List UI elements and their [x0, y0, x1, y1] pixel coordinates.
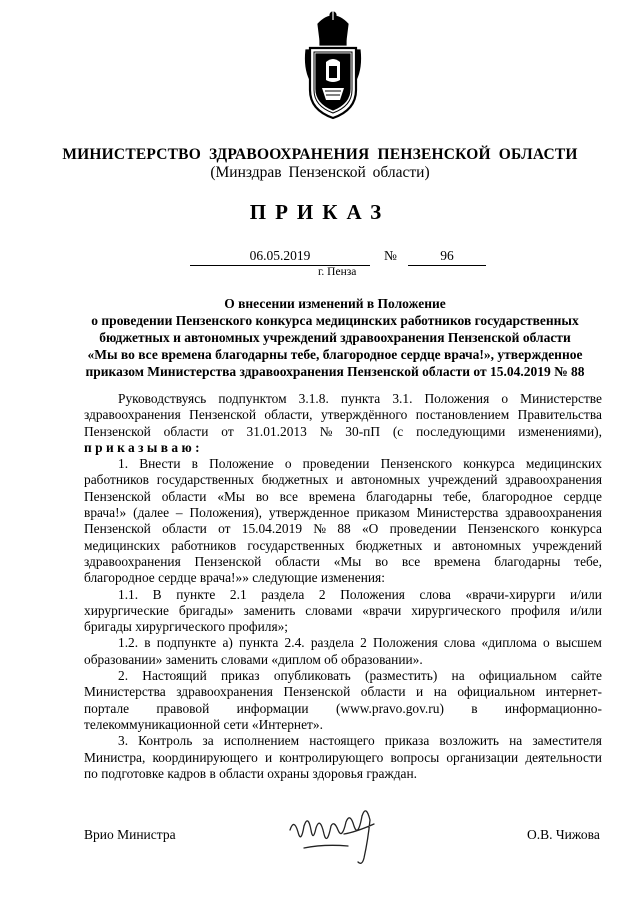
word: 1.: [118, 456, 129, 472]
word: о: [501, 391, 509, 406]
body-line: [84, 424, 602, 440]
word: возложить: [439, 733, 500, 749]
order-body: [84, 391, 602, 782]
word: В: [152, 586, 162, 602]
word: «Мы: [217, 488, 245, 504]
subject-line: приказом Министерства здравоохранения Пензенской области от 15.04.2019 № 88: [85, 364, 585, 379]
word: Положения: [340, 586, 405, 602]
body-line: [84, 489, 602, 505]
word: пункта: [239, 635, 279, 651]
word: словами: [305, 602, 353, 618]
word: врача!»: [84, 505, 127, 521]
word: Руководствуясь: [118, 391, 207, 406]
word: контролирующего: [279, 749, 384, 765]
word: 88: [337, 521, 351, 537]
body-line: [84, 684, 602, 700]
word: Пензенской: [84, 488, 151, 504]
word: области: [163, 423, 209, 439]
word: в: [191, 456, 198, 472]
body-line: [84, 554, 602, 570]
word: Положения: [372, 635, 438, 651]
word: Положения: [424, 391, 490, 406]
word: здравоохранения: [84, 407, 181, 423]
order-date: 06.05.2019: [190, 247, 370, 266]
word: постановлением: [415, 407, 510, 423]
word: и/или: [570, 602, 602, 618]
word: времена: [433, 553, 481, 569]
body-line: [84, 391, 602, 407]
word: о: [284, 456, 292, 472]
subject-line: о проведении Пензенского конкурса медицинских работников государственных: [91, 313, 579, 328]
word: бюджетных: [261, 472, 329, 488]
word: области: [162, 521, 207, 537]
word: здравоохранения: [505, 505, 602, 521]
word: от: [221, 423, 234, 439]
word: приказ: [221, 668, 260, 684]
body-line: [84, 587, 602, 603]
word: Пензенской: [84, 521, 151, 537]
word: 2.: [118, 668, 129, 684]
city-label: г. Пенза: [318, 266, 357, 278]
word: учреждений: [427, 472, 498, 488]
word: –: [175, 505, 183, 521]
word: здравоохранения: [176, 684, 273, 700]
word: во: [255, 488, 269, 504]
word: здравоохранения: [84, 553, 181, 569]
document-type-title: ПРИКАЗ: [249, 200, 391, 224]
body-line: [84, 733, 602, 749]
word: работников: [84, 472, 149, 488]
body-line: образовании» заменить словами «диплом об образовании».: [84, 651, 423, 667]
body-line: [84, 521, 602, 537]
handwritten-signature: [284, 800, 394, 872]
signatory-name: О.В. Чижова: [527, 827, 600, 842]
word: о: [543, 635, 550, 651]
word: и: [433, 537, 441, 553]
word: учреждений: [532, 537, 602, 553]
word: Контроль: [138, 733, 193, 749]
word: утвержденное: [268, 505, 350, 521]
word: и: [264, 749, 273, 765]
word: изменениями),: [518, 423, 602, 439]
subject-line: бюджетных и автономных учреждений здравоохранения Пензенской области: [99, 330, 571, 345]
word: работников: [171, 537, 237, 553]
word: вопросы: [390, 749, 440, 765]
word: информационно-: [504, 700, 602, 716]
order-number: 96: [408, 247, 486, 266]
word: деятельности: [525, 749, 602, 765]
word: в: [471, 700, 478, 716]
word: Пензенского: [467, 521, 540, 537]
word: настоящего: [309, 733, 375, 749]
body-line: [84, 603, 602, 619]
word: Министра,: [84, 749, 146, 765]
body-line: [84, 750, 602, 766]
word: исполнением: [223, 733, 300, 749]
word: на: [509, 733, 523, 749]
word: 2: [360, 635, 367, 651]
word: на: [451, 668, 465, 684]
word: Пензенской: [283, 684, 351, 700]
word: правовой: [156, 700, 210, 716]
word: «Мы: [333, 553, 362, 569]
word: государственных: [156, 472, 254, 488]
body-line: [84, 635, 602, 651]
word: Пензенской: [84, 423, 151, 439]
word: бригады»: [178, 602, 234, 618]
word: 2: [318, 586, 326, 602]
word: государственных: [247, 537, 345, 553]
word: благодарны: [366, 488, 433, 504]
word: координирующего: [152, 749, 258, 765]
order-directive: приказываю:: [84, 439, 203, 455]
word: №: [319, 423, 333, 439]
word: проведении: [302, 456, 370, 472]
word: 31.01.2013: [246, 423, 307, 439]
word: благодарны: [494, 553, 561, 569]
word: Настоящий: [142, 668, 207, 684]
word: конкурса: [463, 456, 515, 472]
subject-line: «Мы во все времена благодарны тебе, благородное сердце врача!», утвержденное: [87, 347, 583, 362]
word: информации: [236, 700, 309, 716]
word: области: [360, 684, 406, 700]
coat-of-arms-icon: [296, 10, 370, 122]
word: 30-пП: [345, 423, 380, 439]
word: приказом: [356, 505, 410, 521]
word: сайте: [570, 668, 602, 684]
word: Внести: [139, 456, 181, 472]
word: медицинских: [525, 456, 602, 472]
word: Положения),: [189, 505, 263, 521]
word: 2.1: [229, 586, 247, 602]
word: (разместить): [364, 668, 438, 684]
word: 3.1.8.: [298, 391, 329, 406]
word: заместителя: [532, 733, 602, 749]
signatory-position: Врио Министра: [84, 827, 176, 842]
word: автономных: [451, 537, 522, 553]
word: утверждённого: [320, 407, 408, 423]
word: благородное: [481, 488, 553, 504]
body-line: [84, 505, 602, 521]
body-line: по подготовке кадров в области охраны здоровья граждан.: [84, 765, 417, 781]
word: раздела: [261, 586, 305, 602]
word: конкурса: [550, 521, 602, 537]
word: хирургические: [84, 602, 169, 618]
word: тебе,: [443, 488, 471, 504]
word: профиля: [510, 602, 561, 618]
word: (www.pravo.gov.ru): [335, 700, 444, 716]
word: 2.4.: [284, 635, 305, 651]
word: (с: [392, 423, 404, 439]
word: хирургического: [411, 602, 501, 618]
organization-short-name: (Минздрав Пензенской области): [210, 164, 430, 181]
word: «диплома: [481, 635, 537, 651]
word: слова: [443, 635, 476, 651]
word: Положение: [209, 456, 274, 472]
word: тебе,: [574, 553, 602, 569]
word: раздела: [310, 635, 354, 651]
word: Министерства: [84, 684, 166, 700]
word: Пензенской: [194, 553, 262, 569]
word: 3.: [118, 733, 129, 749]
word: «врачи: [362, 602, 402, 618]
word: а): [222, 635, 233, 651]
word: подпункте: [156, 635, 217, 651]
body-line: [84, 472, 602, 488]
word: на: [433, 684, 447, 700]
body-line: [84, 701, 602, 717]
word: официальном: [457, 684, 536, 700]
body-line: телекоммуникационной сети «Интернет».: [84, 716, 323, 732]
word: организации: [446, 749, 519, 765]
word: медицинских: [84, 537, 161, 553]
word: все: [279, 488, 298, 504]
word: в: [144, 635, 151, 651]
word: опубликовать: [273, 668, 351, 684]
body-line: [84, 538, 602, 554]
word: области,: [264, 407, 313, 423]
word: приказа: [384, 733, 430, 749]
word: (далее: [133, 505, 170, 521]
body-line: бригады хирургического профиля»;: [84, 619, 289, 635]
subject-line: О внесении изменений в Положение: [224, 296, 446, 311]
word: Министерства: [416, 505, 499, 521]
word: сердце: [563, 488, 602, 504]
word: Министерстве: [520, 391, 602, 406]
body-line: [84, 407, 602, 423]
word: проведении: [389, 521, 457, 537]
word: пункте: [176, 586, 216, 602]
word: интернет-: [545, 684, 602, 700]
body-line: [84, 668, 602, 684]
word: Правительства: [517, 407, 602, 423]
word: 1.2.: [118, 635, 139, 651]
word: и: [336, 472, 344, 488]
number-sign: №: [384, 248, 397, 263]
word: за: [202, 733, 214, 749]
word: и: [416, 684, 424, 700]
word: и/или: [570, 586, 602, 602]
word: автономных: [351, 472, 421, 488]
word: бюджетных: [355, 537, 423, 553]
word: 15.04.2019: [241, 521, 303, 537]
word: слова: [419, 586, 451, 602]
word: заменить: [243, 602, 296, 618]
word: №: [313, 521, 327, 537]
order-subject: [70, 295, 600, 380]
organization-name: МИНИСТЕРСТВО ЗДРАВООХРАНЕНИЯ ПЕНЗЕНСКОЙ ОБЛАСТИ: [62, 146, 578, 163]
word: все: [401, 553, 421, 569]
word: Пензенской: [189, 407, 256, 423]
word: 1.1.: [118, 586, 139, 602]
word: во: [375, 553, 389, 569]
word: пункта: [340, 391, 381, 406]
body-line: благородное сердце врача!»» следующие изменения:: [84, 570, 385, 586]
word: последующими: [416, 423, 506, 439]
word: здравоохранения: [505, 472, 602, 488]
word: Пензенского: [380, 456, 453, 472]
word: «врачи-хирурги: [465, 586, 556, 602]
word: области: [161, 488, 207, 504]
word: времена: [308, 488, 356, 504]
word: официальном: [478, 668, 557, 684]
word: «О: [361, 521, 379, 537]
word: портале: [84, 700, 130, 716]
word: высшем: [555, 635, 602, 651]
word: области: [275, 553, 320, 569]
word: 3.1.: [392, 391, 413, 406]
word: подпунктом: [218, 391, 287, 406]
body-line: [84, 456, 602, 472]
word: от: [218, 521, 231, 537]
